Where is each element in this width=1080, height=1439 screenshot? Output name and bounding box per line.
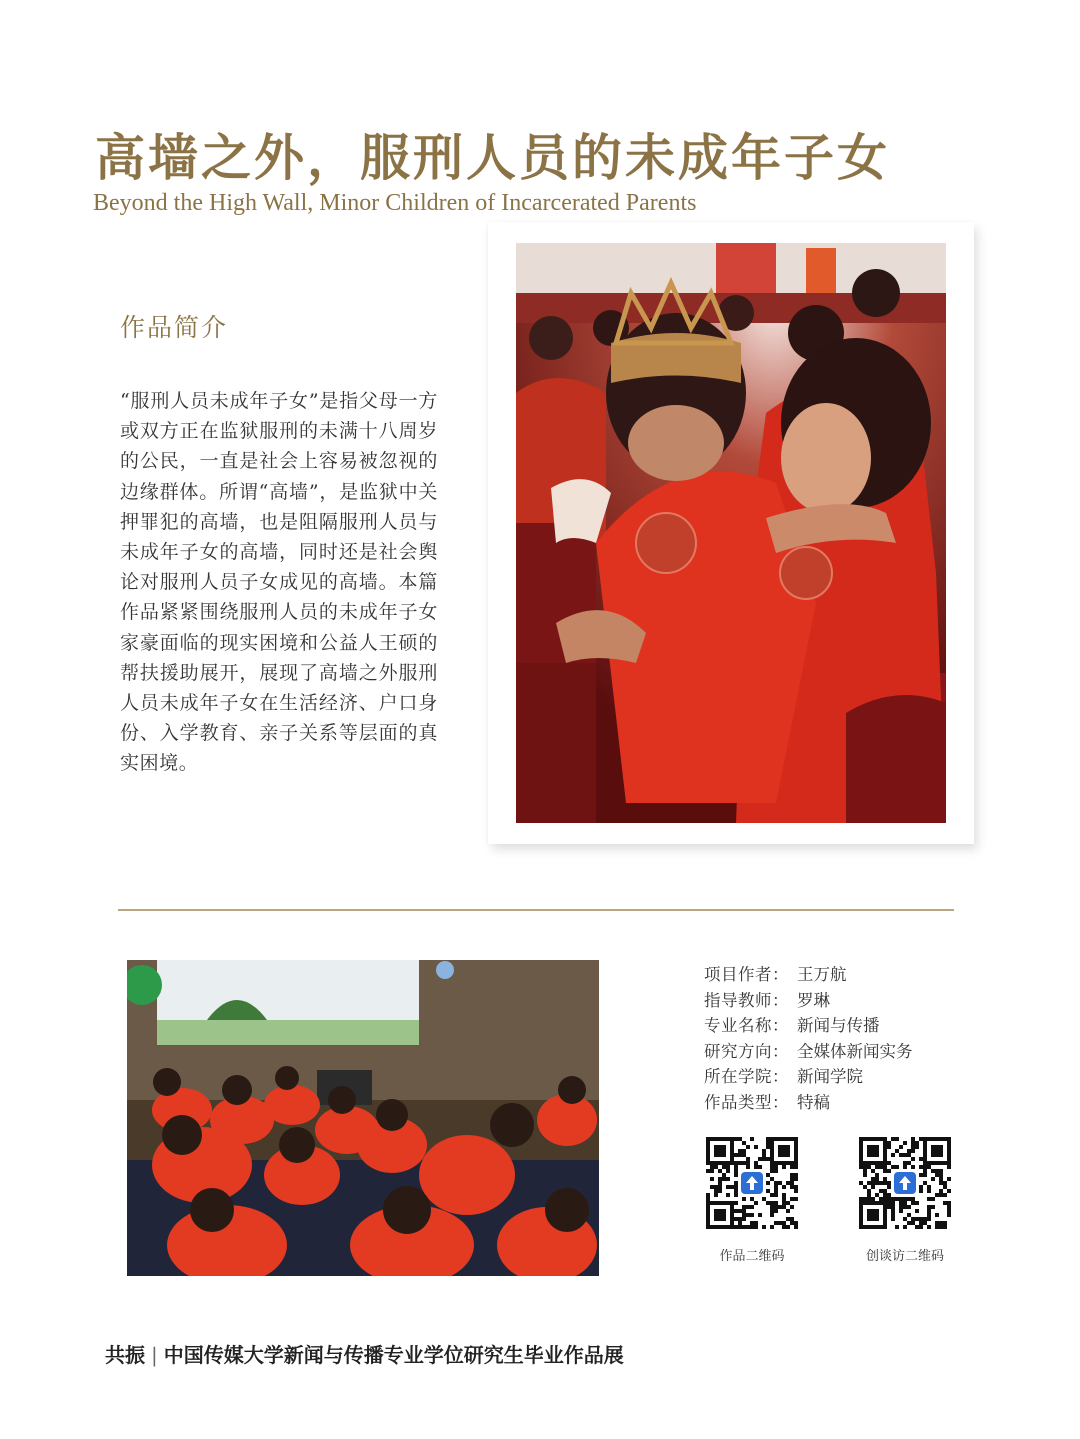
main-photo xyxy=(516,243,946,823)
work-qr-code[interactable] xyxy=(706,1137,798,1229)
footer-text: 中国传媒大学新闻与传播专业学位研究生毕业作品展 xyxy=(163,1343,624,1367)
interview-qr-caption: 创谈访二维码 xyxy=(865,1248,944,1263)
intro-body: “服刑人员未成年子女”是指父母一方或双方正在监狱服刑的未满十八周岁的公民，一直是社会上容易被忽视的边缘群体。所谓“高墙”，是监狱中关押罪犯的高墙，也是阻隔服刑人员与未成年子女的高墙，同时还是社会舆论对服刑人员子女成见的高墙。本篇作品紧紧围绕服刑人员的未成年子女家豪面临的现实困境和公益人王硕的帮扶援助展开，展现了高墙之外服刑人员未成年子女在生活经济、户口身份、入学教育、亲子关系等层面的真实困境。 xyxy=(120,390,438,775)
info-author: 项目作者： 王万航 xyxy=(704,966,847,984)
section-divider xyxy=(118,909,954,911)
work-qr-block xyxy=(697,1137,807,1264)
page-title: 高墙之外，服刑人员的未成年子女 xyxy=(95,128,890,187)
classroom-photo xyxy=(127,960,599,1276)
interview-qr-code[interactable] xyxy=(859,1137,951,1229)
footer xyxy=(105,1339,624,1368)
info-college: 所在学院： 新闻学院 xyxy=(704,1068,863,1087)
page-subtitle: Beyond the High Wall, Minor Children of Incarcerated Parents xyxy=(93,190,697,216)
info-advisor: 指导教师： 罗琳 xyxy=(704,991,830,1010)
footer-brand: 共振 xyxy=(105,1343,145,1367)
info-major: 专业名称： 新闻与传播 xyxy=(704,1017,880,1036)
info-research-direction: 研究方向： 全媒体新闻实务 xyxy=(704,1042,913,1061)
interview-qr-block xyxy=(850,1137,960,1264)
intro-heading: 作品简介 xyxy=(120,313,229,342)
project-info-list xyxy=(704,963,913,1117)
work-qr-caption: 作品二维码 xyxy=(719,1248,785,1263)
info-work-type: 作品类型： 特稿 xyxy=(704,1093,830,1112)
footer-separator: | xyxy=(151,1343,158,1367)
